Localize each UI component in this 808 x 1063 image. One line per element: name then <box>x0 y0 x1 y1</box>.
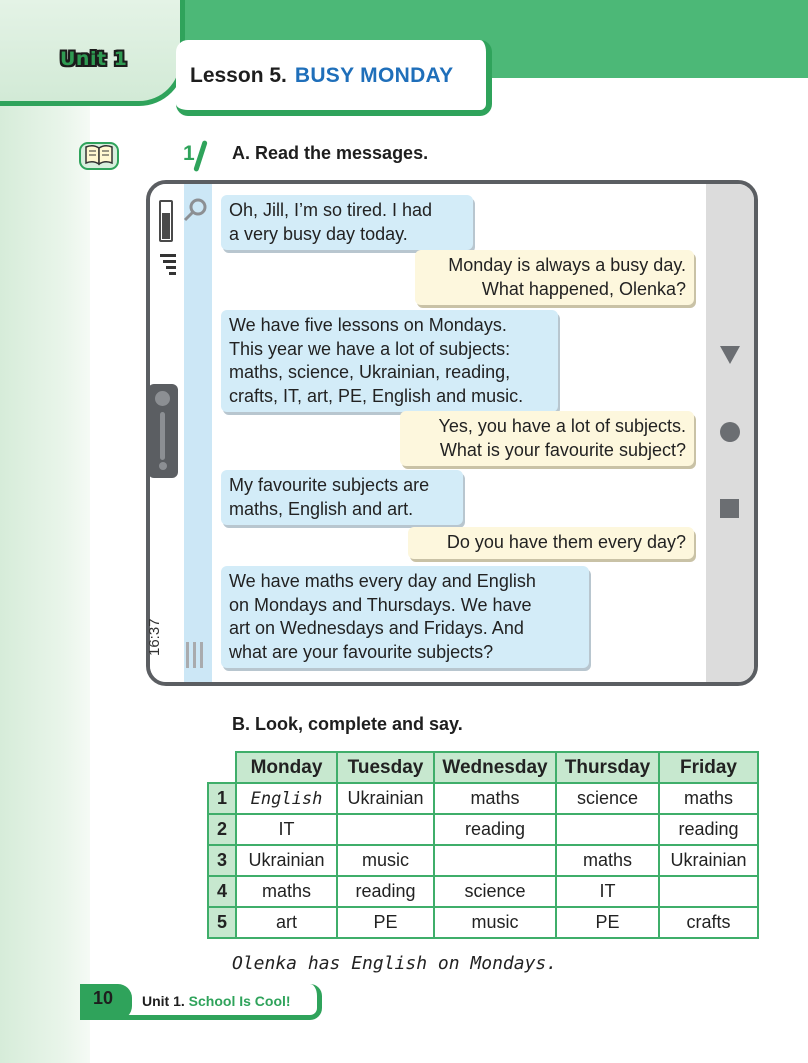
message-bubble-outgoing: Monday is always a busy day. What happened, Olenka? <box>415 250 694 305</box>
message-bubble-incoming: Oh, Jill, I’m so tired. I had a very busy day today. <box>221 195 473 250</box>
message-bubble-outgoing: Yes, you have a lot of subjects. What is your favourite subject? <box>400 411 694 466</box>
table-cell-blank[interactable] <box>556 814 659 845</box>
header-tuesday: Tuesday <box>337 752 434 783</box>
table-cell: PE <box>337 907 434 938</box>
book-icon <box>78 137 120 173</box>
message-bubble-incoming: We have five lessons on Mondays. This year we have a lot of subjects: maths, science, Ukrainian, reading, crafts, IT, art, PE, English and music. <box>221 310 558 412</box>
clock-time: 16:37 <box>146 618 163 656</box>
table-cell: maths <box>659 783 758 814</box>
exercise-number-slash <box>193 140 208 172</box>
recent-square-icon[interactable] <box>720 499 739 518</box>
table-cell: Ukrainian <box>337 783 434 814</box>
table-cell: reading <box>434 814 556 845</box>
lesson-topic: BUSY MONDAY <box>294 64 454 87</box>
table-cell: music <box>434 907 556 938</box>
schedule-table <box>207 751 759 939</box>
exercise-number-text: 1 <box>183 142 195 165</box>
table-cell: IT <box>236 814 337 845</box>
table-row <box>208 845 758 876</box>
header-monday: Monday <box>236 752 337 783</box>
message-bubble-incoming: We have maths every day and English on Mondays and Thursdays. We have art on Wednesdays and Fridays. And what are your favourite subjects? <box>221 566 589 668</box>
back-triangle-icon[interactable] <box>720 346 740 364</box>
table-cell: IT <box>556 876 659 907</box>
menu-lines-icon[interactable] <box>186 642 206 668</box>
footer-unit-name: School Is Cool! <box>188 993 291 1009</box>
chat-side-strip <box>184 184 212 682</box>
row-number: 2 <box>208 814 236 845</box>
unit-badge: Unit 1 <box>60 48 128 70</box>
table-cell: science <box>434 876 556 907</box>
message-bubble-incoming: My favourite subjects are maths, English and art. <box>221 470 463 525</box>
row-number: 4 <box>208 876 236 907</box>
header-thursday: Thursday <box>556 752 659 783</box>
table-cell: English <box>236 783 337 814</box>
table-cell: maths <box>556 845 659 876</box>
table-row <box>208 814 758 845</box>
table-cell: maths <box>236 876 337 907</box>
search-icon[interactable] <box>182 197 208 223</box>
table-cell: PE <box>556 907 659 938</box>
exercise-number <box>176 140 210 174</box>
message-bubble-outgoing: Do you have them every day? <box>408 527 694 559</box>
row-number: 5 <box>208 907 236 938</box>
footer-unit-title <box>142 993 291 1009</box>
table-cell: science <box>556 783 659 814</box>
battery-icon <box>159 200 173 242</box>
home-circle-icon[interactable] <box>720 422 740 442</box>
header-friday: Friday <box>659 752 758 783</box>
table-cell: reading <box>337 876 434 907</box>
table-row <box>208 907 758 938</box>
corner-cell <box>208 752 236 783</box>
lesson-label: Lesson 5. <box>190 64 287 87</box>
table-row <box>208 876 758 907</box>
table-cell: crafts <box>659 907 758 938</box>
table-row <box>208 783 758 814</box>
table-cell: Ukrainian <box>659 845 758 876</box>
table-cell: music <box>337 845 434 876</box>
example-sentence: Olenka has English on Mondays. <box>232 953 558 974</box>
table-cell: reading <box>659 814 758 845</box>
table-cell-blank[interactable] <box>337 814 434 845</box>
table-cell: maths <box>434 783 556 814</box>
task-b-instruction: B. Look, complete and say. <box>232 714 463 734</box>
table-cell-blank[interactable] <box>659 876 758 907</box>
row-number: 3 <box>208 845 236 876</box>
lesson-title <box>190 64 453 88</box>
row-number: 1 <box>208 783 236 814</box>
signal-icon <box>160 254 180 276</box>
header-wednesday: Wednesday <box>434 752 556 783</box>
table-cell: art <box>236 907 337 938</box>
phone-side-button[interactable] <box>148 384 178 478</box>
side-margin-strip <box>0 0 90 1063</box>
table-cell: Ukrainian <box>236 845 337 876</box>
table-header-row <box>208 752 758 783</box>
footer-unit-label: Unit 1. <box>142 993 185 1009</box>
table-cell-blank[interactable] <box>434 845 556 876</box>
task-a-instruction: A. Read the messages. <box>232 143 429 163</box>
page-number: 10 <box>93 988 114 1008</box>
